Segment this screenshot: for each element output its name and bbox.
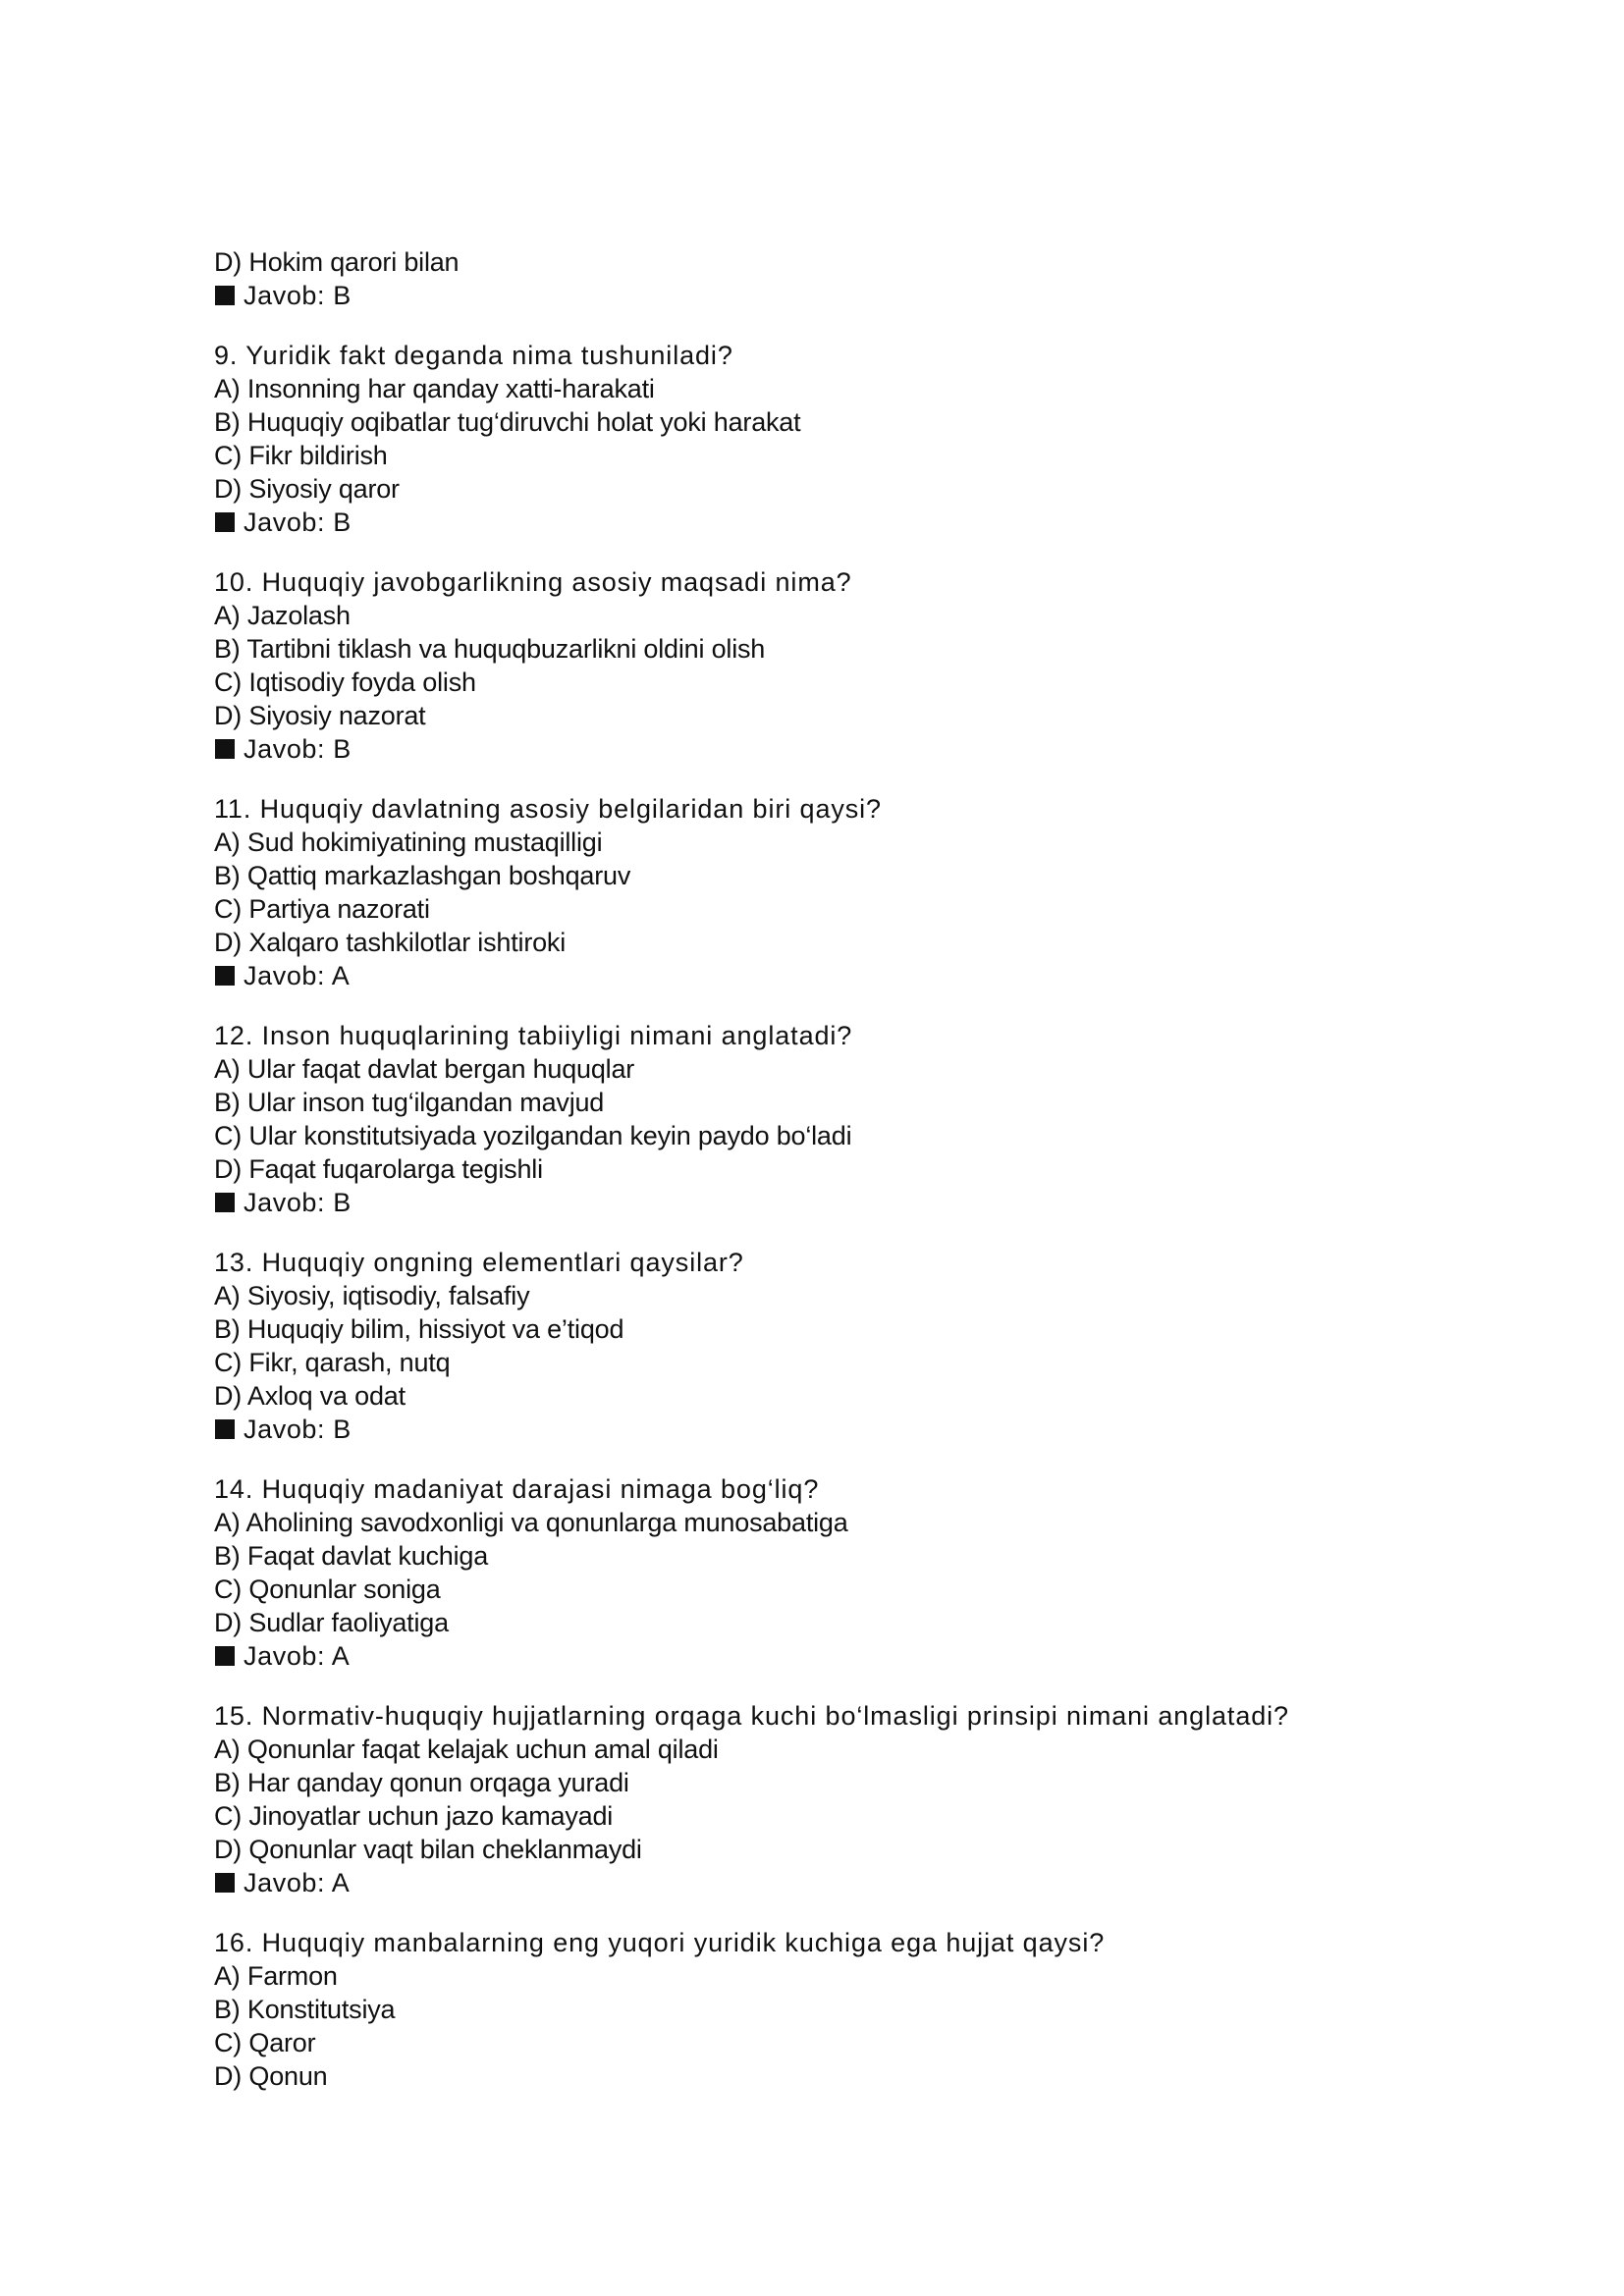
answer-text: Javob: A [244, 1641, 351, 1671]
document-page [214, 245, 1441, 2119]
answer-line [214, 959, 1441, 992]
square-bullet-icon [215, 1419, 235, 1439]
option-c: C) Fikr, qarash, nutq [214, 1348, 451, 1377]
option-c: C) Qonunlar soniga [214, 1575, 441, 1604]
question-block [214, 565, 1441, 766]
option-a: A) Sud hokimiyatining mustaqilligi [214, 828, 603, 857]
option-d: D) Axloq va odat [214, 1381, 406, 1411]
answer-text: Javob: B [244, 1188, 352, 1217]
option-b: B) Huquqiy oqibatlar tug‘diruvchi holat yoki harakat [214, 407, 801, 437]
question-block [214, 1699, 1441, 1899]
square-bullet-icon [215, 286, 235, 305]
option-d: D) Qonun [214, 2061, 328, 2091]
question-text: 16. Huquqiy manbalarning eng yuqori yuridik kuchiga ega hujjat qaysi? [214, 1928, 1106, 1957]
question-block [214, 1019, 1441, 1219]
option-b: B) Har qanday qonun orqaga yuradi [214, 1768, 629, 1797]
answer-line [214, 1639, 1441, 1673]
option-b: B) Faqat davlat kuchiga [214, 1541, 489, 1571]
option-d: D) Sudlar faoliyatiga [214, 1608, 449, 1637]
option-a: A) Ular faqat davlat bergan huquqlar [214, 1054, 635, 1084]
answer-text: Javob: B [244, 1415, 352, 1444]
option-d: D) Siyosiy nazorat [214, 701, 426, 730]
question-text: 15. Normativ-huquqiy hujjatlarning orqaga kuchi bo‘lmasligi prinsipi nimani anglatadi? [214, 1701, 1289, 1731]
square-bullet-icon [215, 739, 235, 759]
answer-line [214, 279, 1441, 312]
answer-line [214, 1866, 1441, 1899]
question-text: 12. Inson huquqlarining tabiiyligi nimani anglatadi? [214, 1021, 853, 1050]
question-text: 14. Huquqiy madaniyat darajasi nimaga bog‘liq? [214, 1474, 820, 1504]
option-b: B) Qattiq markazlashgan boshqaruv [214, 861, 631, 890]
answer-text: Javob: A [244, 1868, 351, 1897]
option-b: B) Ular inson tug‘ilgandan mavjud [214, 1088, 605, 1117]
answer-text: Javob: B [244, 281, 352, 310]
option-a: A) Aholining savodxonligi va qonunlarga munosabatiga [214, 1508, 848, 1537]
square-bullet-icon [215, 1873, 235, 1893]
option-c: C) Jinoyatlar uchun jazo kamayadi [214, 1801, 614, 1831]
question-text: 11. Huquqiy davlatning asosiy belgilaridan biri qaysi? [214, 794, 882, 824]
question-block [214, 339, 1441, 539]
option-b: B) Huquqiy bilim, hissiyot va e’tiqod [214, 1314, 624, 1344]
option-d: D) Siyosiy qaror [214, 474, 400, 504]
answer-line [214, 1186, 1441, 1219]
answer-line [214, 506, 1441, 539]
option-a: A) Siyosiy, iqtisodiy, falsafiy [214, 1281, 530, 1310]
option-a: A) Farmon [214, 1961, 338, 1991]
square-bullet-icon [215, 1646, 235, 1666]
option-c: C) Qaror [214, 2028, 316, 2057]
option-b: B) Tartibni tiklash va huquqbuzarlikni oldini olish [214, 634, 766, 664]
option-b: B) Konstitutsiya [214, 1995, 396, 2024]
answer-line [214, 1413, 1441, 1446]
question-block [214, 1246, 1441, 1446]
option-c: C) Ular konstitutsiyada yozilgandan keyin paydo bo‘ladi [214, 1121, 852, 1150]
option-a: A) Qonunlar faqat kelajak uchun amal qiladi [214, 1735, 719, 1764]
option-d: D) Hokim qarori bilan [214, 247, 460, 277]
answer-text: Javob: B [244, 734, 352, 764]
square-bullet-icon [215, 1193, 235, 1212]
question-text: 13. Huquqiy ongning elementlari qaysilar? [214, 1248, 744, 1277]
question-text: 10. Huquqiy javobgarlikning asosiy maqsadi nima? [214, 567, 852, 597]
answer-text: Javob: A [244, 961, 351, 990]
question-block [214, 1472, 1441, 1673]
answer-line [214, 732, 1441, 766]
question-block [214, 1926, 1441, 2093]
option-d: D) Faqat fuqarolarga tegishli [214, 1154, 543, 1184]
option-d: D) Xalqaro tashkilotlar ishtiroki [214, 928, 567, 957]
option-c: C) Partiya nazorati [214, 894, 430, 924]
answer-text: Javob: B [244, 507, 352, 537]
option-a: A) Jazolash [214, 601, 351, 630]
question-block [214, 792, 1441, 992]
square-bullet-icon [215, 512, 235, 532]
option-c: C) Iqtisodiy foyda olish [214, 667, 476, 697]
option-a: A) Insonning har qanday xatti-harakati [214, 374, 655, 403]
option-d: D) Qonunlar vaqt bilan cheklanmaydi [214, 1835, 642, 1864]
question-text: 9. Yuridik fakt deganda nima tushuniladi? [214, 341, 733, 370]
option-c: C) Fikr bildirish [214, 441, 388, 470]
question-fragment [214, 245, 1441, 312]
square-bullet-icon [215, 966, 235, 986]
